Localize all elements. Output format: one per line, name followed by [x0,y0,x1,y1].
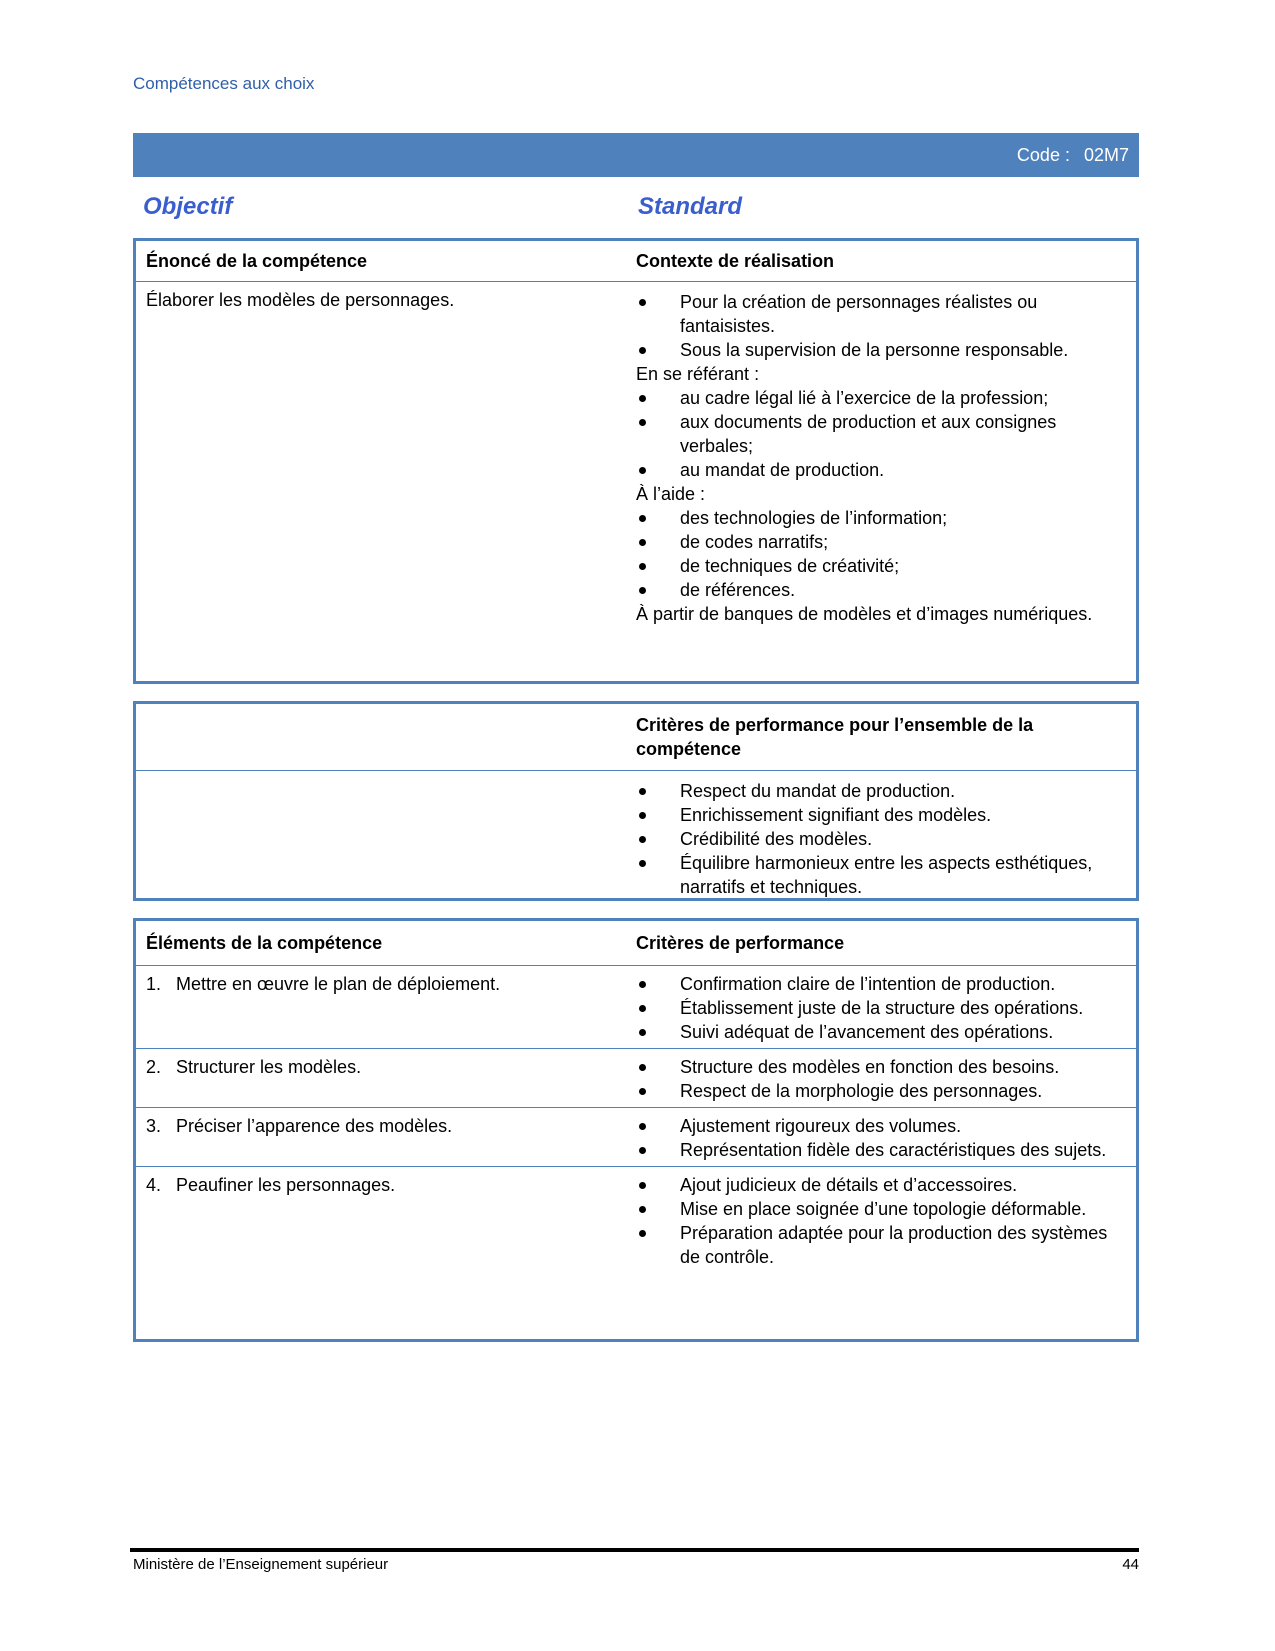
global-criteria-list [636,779,1128,899]
context-bullet-list [636,410,1128,458]
context-text: À l’aide : [636,484,706,504]
context-bullet: au mandat de production. [636,458,1128,482]
enonce-table [133,238,1139,684]
element-criterion: Respect de la morphologie des personnages. [636,1079,1128,1103]
element-label: Préciser l’apparence des modèles. [176,1116,453,1136]
element-number: 1. [146,974,162,994]
element-label: Structurer les modèles. [176,1057,362,1077]
global-criterion: Crédibilité des modèles. [636,827,1128,851]
global-criterion: Respect du mandat de production. [636,779,1128,803]
global-criteria-table [133,701,1139,901]
elements-right-header: Critères de performance [636,932,845,953]
context-bullet-list [636,554,1128,578]
element-label: Mettre en œuvre le plan de déploiement. [176,974,501,994]
element-criteria-cell [636,1114,1136,1162]
header-link[interactable]: Compétences aux choix [133,74,315,93]
context-bullet: au cadre légal lié à l’exercice de la profession; [636,386,1128,410]
context-bullet: aux documents de production et aux consignes verbales; [636,410,1128,458]
element-criteria-list [636,1055,1128,1103]
enonce-right-header: Contexte de réalisation [636,250,835,271]
element-criterion: Structure des modèles en fonction des besoins. [636,1055,1128,1079]
element-label-cell [136,1055,636,1103]
element-criterion: Établissement juste de la structure des opérations. [636,996,1128,1020]
global-criteria-body-row [136,770,1136,899]
global-criterion: Enrichissement signifiant des modèles. [636,803,1128,827]
element-criteria-list [636,1114,1128,1162]
footer-rule [130,1548,1139,1552]
global-criteria-empty-cell [136,779,636,899]
element-number: 3. [146,1116,162,1136]
context-bullet: Pour la création de personnages réalistes ou fantaisistes. [636,290,1128,338]
element-criteria-cell [636,1055,1136,1103]
element-label-cell [136,1114,636,1162]
footer [133,1556,1139,1573]
enonce-left-header: Énoncé de la compétence [146,250,368,271]
context-list [636,290,1136,626]
context-bullet-list [636,578,1128,602]
element-criterion: Ajustement rigoureux des volumes. [636,1114,1128,1138]
element-row [136,1107,1136,1166]
element-row [136,965,1136,1048]
context-bullet: de codes narratifs; [636,530,1128,554]
page-number: 44 [1122,1556,1139,1573]
enonce-body-row [136,281,1136,626]
element-number: 2. [146,1057,162,1077]
global-criteria-cell [636,779,1136,899]
element-row [136,1048,1136,1107]
element-row [136,1166,1136,1273]
global-criterion: Équilibre harmonieux entre les aspects esthétiques, narratifs et techniques. [636,851,1128,899]
context-bullet-list [636,290,1128,338]
element-label: Peaufiner les personnages. [176,1175,396,1195]
context-bullet: des technologies de l’information; [636,506,1128,530]
code-value: 02M7 [1083,145,1129,165]
context-bullet: de références. [636,578,1128,602]
element-criterion: Suivi adéquat de l’avancement des opérations. [636,1020,1128,1044]
element-criteria-cell [636,1173,1136,1269]
element-label-cell [136,1173,636,1269]
context-text: En se référant : [636,364,760,384]
element-criterion: Préparation adaptée pour la production des systèmes de contrôle. [636,1221,1128,1269]
element-criteria-cell [636,972,1136,1044]
element-criteria-list [636,1173,1128,1269]
element-number: 4. [146,1175,162,1195]
code-label-group [1003,145,1129,166]
objectif-title: Objectif [143,193,233,220]
elements-header-row [136,921,1136,965]
context-bullet-list [636,338,1128,362]
context-text: À partir de banques de modèles et d’images numériques. [636,604,1093,624]
code-label: Code : [1016,145,1070,165]
code-bar [133,133,1139,177]
elements-left-header: Éléments de la compétence [146,932,383,953]
competence-statement: Élaborer les modèles de personnages. [146,290,455,310]
context-bullet-list [636,458,1128,482]
context-bullet: Sous la supervision de la personne responsable. [636,338,1128,362]
footer-ministry: Ministère de l’Enseignement supérieur [133,1556,389,1573]
element-criterion: Ajout judicieux de détails et d’accessoires. [636,1173,1128,1197]
context-bullet-list [636,386,1128,410]
element-criterion: Représentation fidèle des caractéristiques des sujets. [636,1138,1128,1162]
global-criteria-header: Critères de performance pour l’ensemble de la compétence [636,715,1034,759]
context-bullet-list [636,530,1128,554]
element-criteria-list [636,972,1128,1044]
global-criteria-header-row [136,704,1136,770]
context-bullet: de techniques de créativité; [636,554,1128,578]
element-criterion: Confirmation claire de l’intention de production. [636,972,1128,996]
enonce-header-row [136,241,1136,281]
element-label-cell [136,972,636,1044]
element-criterion: Mise en place soignée d’une topologie déformable. [636,1197,1128,1221]
context-bullet-list [636,506,1128,530]
standard-title: Standard [638,193,743,220]
elements-table [133,918,1139,1342]
